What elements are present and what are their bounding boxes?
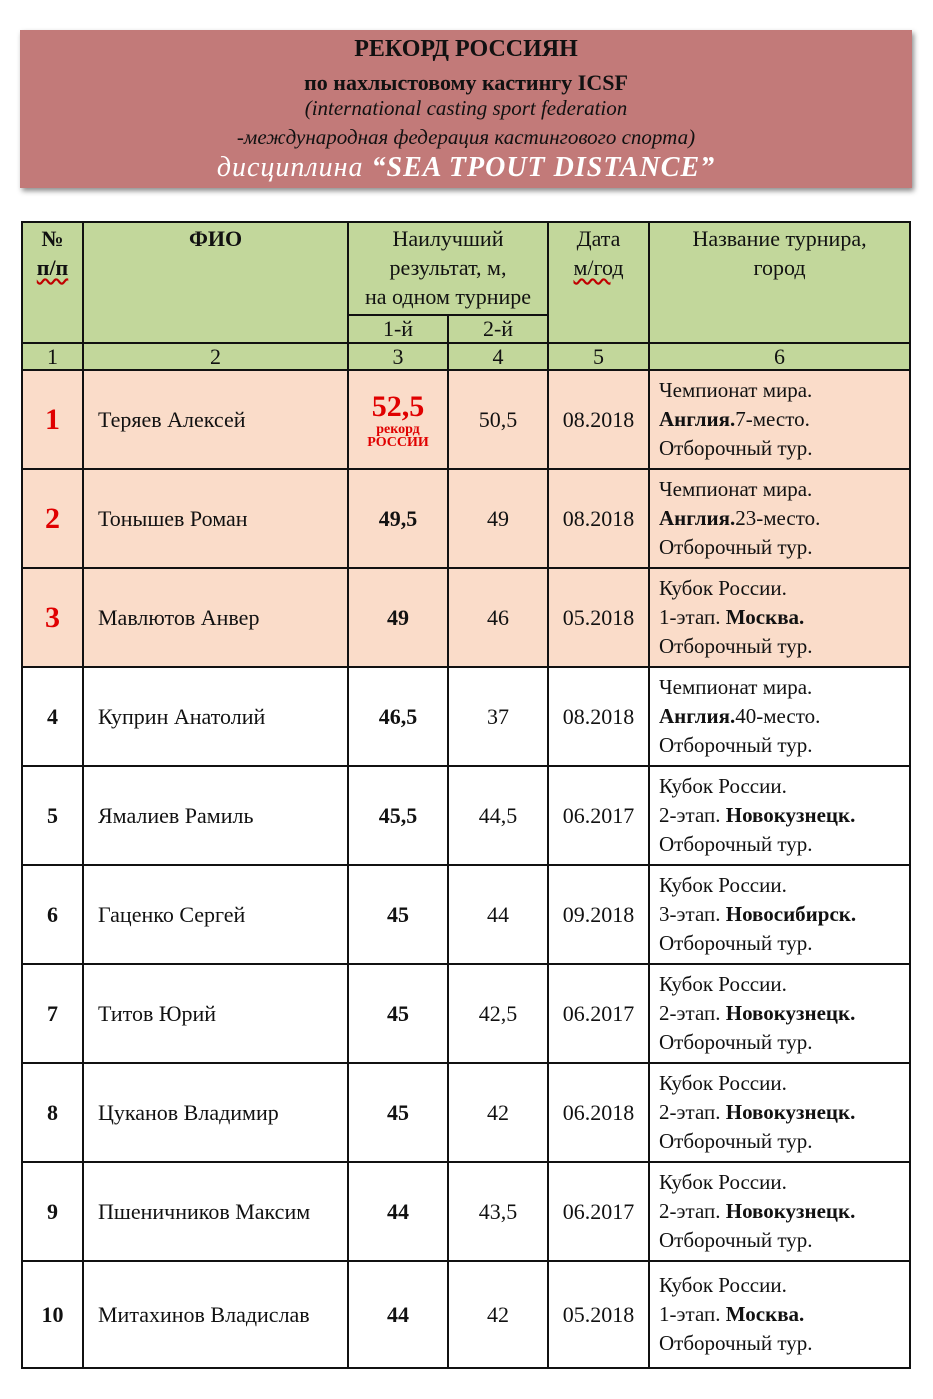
banner-federation-en: (international casting sport federation: [304, 96, 628, 120]
result-date: 06.2018: [548, 1063, 649, 1162]
athlete-name: Тонышев Роман: [83, 469, 348, 568]
banner-discipline: [20, 152, 912, 184]
row-number: 10: [22, 1261, 83, 1368]
table-row: [22, 964, 910, 1063]
record-label: рекорд: [376, 421, 420, 437]
athlete-name: Теряев Алексей: [83, 370, 348, 469]
table-header: [22, 222, 910, 370]
table-row: [22, 766, 910, 865]
best-result: 45: [348, 865, 448, 964]
tournament: Кубок России. 2-этап. Новокузнецк. Отборочный тур.: [649, 766, 910, 865]
tournament: Кубок России. 3-этап. Новосибирск. Отборочный тур.: [649, 865, 910, 964]
column-number: 4: [448, 343, 548, 370]
column-number: 1: [22, 343, 83, 370]
second-result: 46: [448, 568, 548, 667]
header-event: Название турнира, город: [649, 222, 910, 343]
header-first-attempt: 1-й: [348, 315, 448, 343]
banner-title: РЕКОРД РОССИЯН: [354, 36, 578, 62]
best-result: 49: [348, 568, 448, 667]
second-result: 44,5: [448, 766, 548, 865]
row-number: 2: [22, 469, 83, 568]
row-number: 9: [22, 1162, 83, 1261]
result-date: 05.2018: [548, 1261, 649, 1368]
row-number: 3: [22, 568, 83, 667]
row-number: 4: [22, 667, 83, 766]
table-body: [22, 370, 910, 1368]
column-number: 5: [548, 343, 649, 370]
column-number: 6: [649, 343, 910, 370]
banner-subtitle: по нахлыстовому кастингу ICSF: [304, 70, 628, 95]
table-row: [22, 667, 910, 766]
athlete-name: Ямалиев Рамиль: [83, 766, 348, 865]
second-result: 44: [448, 865, 548, 964]
second-result: 49: [448, 469, 548, 568]
result-date: 06.2017: [548, 964, 649, 1063]
athlete-name: Мавлютов Анвер: [83, 568, 348, 667]
athlete-name: Пшеничников Максим: [83, 1162, 348, 1261]
second-result: 42: [448, 1063, 548, 1162]
result-date: 09.2018: [548, 865, 649, 964]
banner-federation-ru: -международная федерация кастингового спорта): [236, 125, 696, 149]
row-number: 6: [22, 865, 83, 964]
best-result: 49,5: [348, 469, 448, 568]
second-result: 42,5: [448, 964, 548, 1063]
table-row: [22, 1162, 910, 1261]
header-second-attempt: 2-й: [448, 315, 548, 343]
athlete-name: Куприн Анатолий: [83, 667, 348, 766]
title-banner: [20, 30, 912, 188]
discipline-name: “SEA TPOUT DISTANCE”: [371, 152, 716, 183]
table-row: [22, 865, 910, 964]
result-date: 05.2018: [548, 568, 649, 667]
tournament: Кубок России. 1-этап. Москва. Отборочный тур.: [649, 568, 910, 667]
row-number: 8: [22, 1063, 83, 1162]
tournament: Кубок России. 1-этап. Москва. Отборочный тур.: [649, 1261, 910, 1368]
table-row: [22, 469, 910, 568]
second-result: 42: [448, 1261, 548, 1368]
best-result: 45: [348, 964, 448, 1063]
tournament: Чемпионат мира. Англия.7-место. Отборочный тур.: [649, 370, 910, 469]
athlete-name: Гаценко Сергей: [83, 865, 348, 964]
row-number: 5: [22, 766, 83, 865]
result-date: 08.2018: [548, 469, 649, 568]
second-result: 37: [448, 667, 548, 766]
table-row: [22, 1261, 910, 1368]
header-name: ФИО: [83, 222, 348, 343]
second-result: 50,5: [448, 370, 548, 469]
result-date: 08.2018: [548, 667, 649, 766]
tournament: Чемпионат мира. Англия.23-место. Отборочный тур.: [649, 469, 910, 568]
column-number: 3: [348, 343, 448, 370]
records-table: [21, 221, 911, 1369]
row-number: 7: [22, 964, 83, 1063]
header-number: № п/п: [22, 222, 83, 343]
best-result: 46,5: [348, 667, 448, 766]
table-row: [22, 370, 910, 469]
athlete-name: Митахинов Владислав: [83, 1261, 348, 1368]
athlete-name: Титов Юрий: [83, 964, 348, 1063]
tournament: Кубок России. 2-этап. Новокузнецк. Отборочный тур.: [649, 964, 910, 1063]
best-result: 44: [348, 1162, 448, 1261]
column-number: 2: [83, 343, 348, 370]
tournament: Чемпионат мира. Англия.40-место. Отборочный тур.: [649, 667, 910, 766]
header-best-result: Наилучший результат, м, на одном турнире: [348, 222, 548, 315]
table-row: [22, 568, 910, 667]
tournament: Кубок России. 2-этап. Новокузнецк. Отборочный тур.: [649, 1162, 910, 1261]
result-date: 06.2017: [548, 766, 649, 865]
best-result-cell: [348, 370, 448, 469]
best-result: 45,5: [348, 766, 448, 865]
record-label: РОССИИ: [367, 434, 429, 450]
tournament: Кубок России. 2-этап. Новокузнецк. Отборочный тур.: [649, 1063, 910, 1162]
discipline-prefix: дисциплина: [216, 152, 372, 183]
header-date: Дата м/год: [548, 222, 649, 343]
athlete-name: Цуканов Владимир: [83, 1063, 348, 1162]
best-result: 44: [348, 1261, 448, 1368]
row-number: 1: [22, 370, 83, 469]
table-row: [22, 1063, 910, 1162]
result-date: 08.2018: [548, 370, 649, 469]
result-date: 06.2017: [548, 1162, 649, 1261]
second-result: 43,5: [448, 1162, 548, 1261]
best-result: 45: [348, 1063, 448, 1162]
record-value: 52,5: [371, 389, 425, 423]
